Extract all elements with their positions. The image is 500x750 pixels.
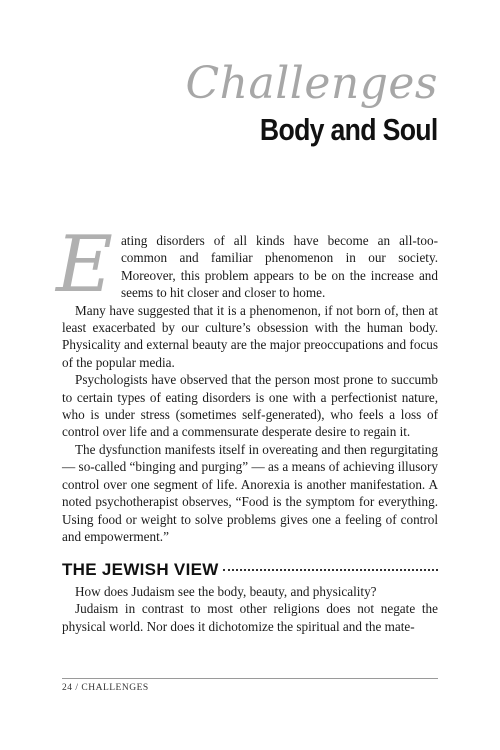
series-title: Challenges — [185, 58, 438, 109]
section-paragraph-2: Judaism in contrast to most other religions does not negate the physical world. Nor does it dichotomize the spiritual and the mate- — [62, 601, 438, 634]
paragraph-1 — [56, 220, 438, 310]
section-paragraph-1: How does Judaism see the body, beauty, and physicality? — [75, 583, 377, 599]
paragraph-3: Psychologists have observed that the person most prone to succumb to certain types of eating disorders is one with a perfectionist nature, who is under stress (sometimes self-generated), who feels a loss of control over life and a commensurate desperate desire to regain it. — [62, 372, 438, 440]
chapter-title: Body and Soul — [260, 112, 438, 147]
drop-cap: E — [56, 220, 113, 310]
paragraph-2: Many have suggested that it is a phenomenon, if not born of, then at least exacerbated by our culture’s obsession with the human body. Physicality and external beauty are the major preoccupations and focus of the popular media. — [62, 302, 438, 370]
paragraph-1-text: ating disorders of all kinds have become an all-too-common and familiar phenomenon in our society. Moreover, this problem appears to be on the increase and seems to hit closer and closer to home. — [120, 233, 438, 301]
body-text — [56, 220, 438, 635]
paragraph-4: The dysfunction manifests itself in overeating and then regurgitating — so-called “binging and purging” — as a means of achieving illusory control over one segment of life. Anorexia is another manifestation. A noted psychotherapist observes, “Food is the symptom for everything. Using food or weight to solve problems gives one a feeling of control and empowerment.” — [62, 441, 438, 544]
section-heading — [62, 561, 438, 578]
dot-leader — [223, 569, 438, 571]
page-footer: 24 / CHALLENGES — [62, 683, 149, 693]
section-title: THE JEWISH VIEW — [62, 560, 219, 580]
footer-rule — [62, 678, 438, 679]
